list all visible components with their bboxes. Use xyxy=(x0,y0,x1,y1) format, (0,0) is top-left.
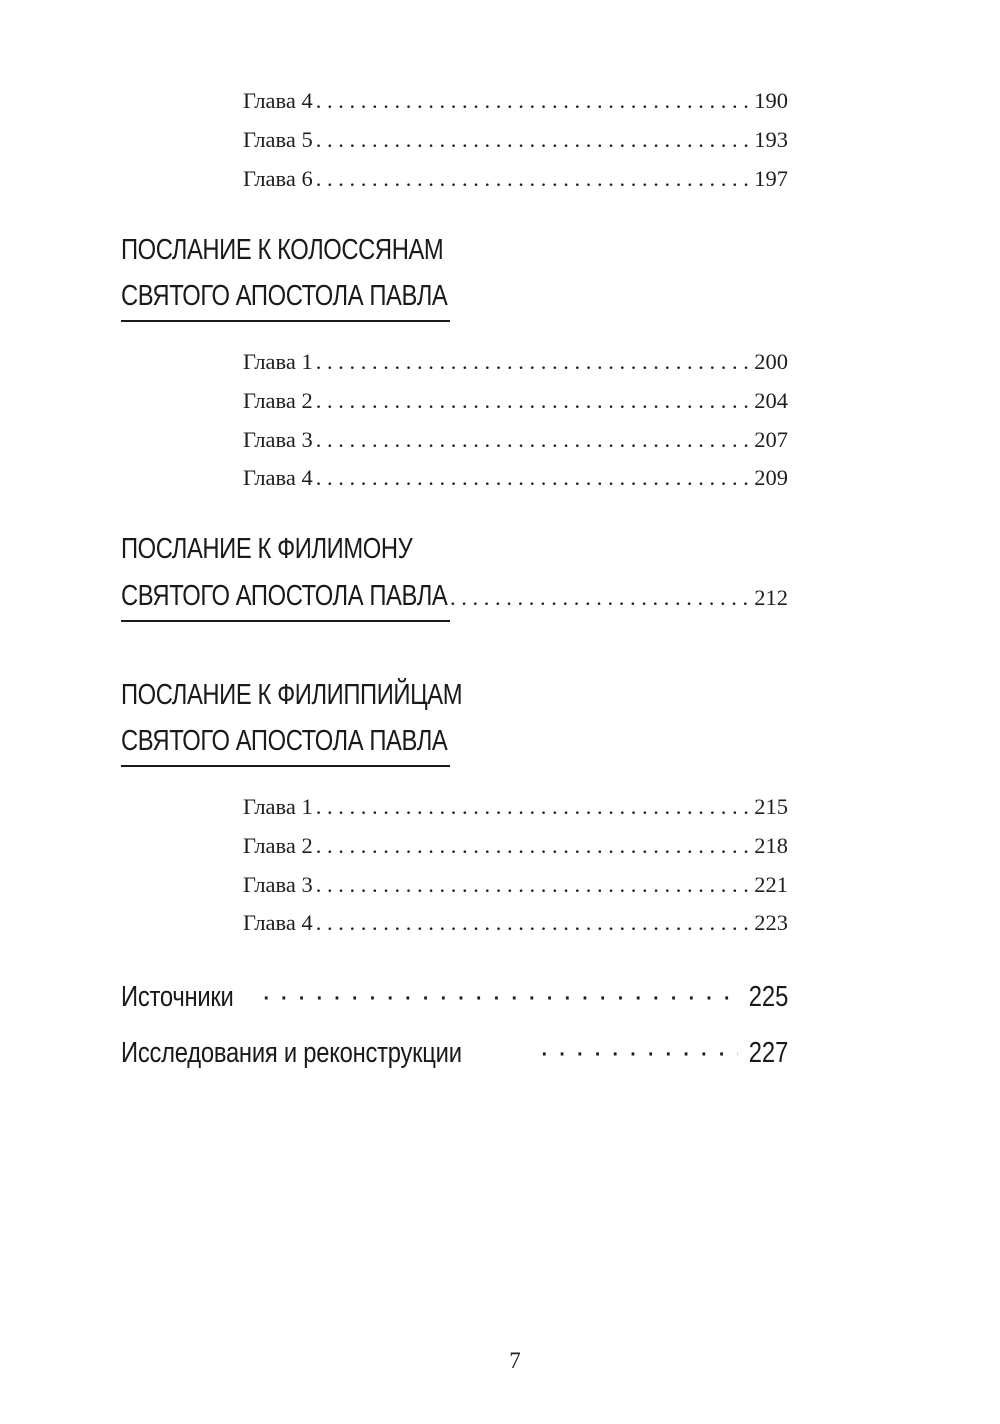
dot-leader xyxy=(540,1031,738,1075)
toc-chapter-entry[interactable] xyxy=(243,792,788,822)
section-heading-line1[interactable]: ПОСЛАНИЕ К КОЛОССЯНАМ xyxy=(121,234,444,266)
toc-chapter-entry[interactable] xyxy=(243,125,788,155)
chapter-label: Глава 3 xyxy=(243,872,313,897)
chapter-page-number: 215 xyxy=(754,794,788,819)
chapter-page-number: 190 xyxy=(754,88,788,113)
toc-chapter-entry[interactable] xyxy=(243,347,788,377)
toc-research-entry[interactable] xyxy=(121,1031,788,1075)
section-heading-line2[interactable]: СВЯТОГО АПОСТОЛА ПАВЛА xyxy=(121,280,448,312)
toc-chapter-entry[interactable] xyxy=(243,870,788,900)
dot-leader xyxy=(316,792,753,822)
toc-chapter-entry[interactable] xyxy=(243,831,788,861)
chapter-label: Глава 1 xyxy=(243,794,313,819)
toc-chapter-entry[interactable] xyxy=(243,908,788,938)
chapter-label: Глава 2 xyxy=(243,833,313,858)
dot-leader xyxy=(261,975,737,1019)
dot-leader xyxy=(316,870,753,900)
toc-chapter-entry[interactable] xyxy=(243,164,788,194)
dot-leader xyxy=(316,347,753,377)
chapter-page-number: 221 xyxy=(754,872,788,897)
toc-chapter-entry[interactable] xyxy=(243,425,788,455)
section-page-number: 212 xyxy=(754,585,788,610)
back-matter-page-number: 227 xyxy=(748,1037,788,1069)
dot-leader xyxy=(450,585,752,611)
back-matter-label: Источники xyxy=(121,981,234,1013)
dot-leader xyxy=(316,164,753,194)
page-number: 7 xyxy=(509,1348,521,1373)
dot-leader xyxy=(316,831,753,861)
chapter-page-number: 207 xyxy=(754,427,788,452)
section-heading-line1[interactable]: ПОСЛАНИЕ К ФИЛИППИЙЦАМ xyxy=(121,679,463,711)
chapter-label: Глава 5 xyxy=(243,127,313,152)
section-underline xyxy=(121,765,450,767)
chapter-page-number: 223 xyxy=(754,910,788,935)
chapter-label: Глава 1 xyxy=(243,349,313,374)
chapter-page-number: 197 xyxy=(754,166,788,191)
chapter-label: Глава 4 xyxy=(243,88,313,113)
section-heading-line2[interactable]: СВЯТОГО АПОСТОЛА ПАВЛА xyxy=(121,725,448,757)
chapter-label: Глава 3 xyxy=(243,427,313,452)
chapter-label: Глава 4 xyxy=(243,910,313,935)
dot-leader xyxy=(316,425,753,455)
dot-leader xyxy=(316,125,753,155)
chapter-label: Глава 6 xyxy=(243,166,313,191)
back-matter-page-number: 225 xyxy=(748,981,788,1013)
chapter-label: Глава 2 xyxy=(243,388,313,413)
section-heading-line2: СВЯТОГО АПОСТОЛА ПАВЛА xyxy=(121,580,448,612)
section-underline xyxy=(121,620,450,622)
section-heading-line1[interactable]: ПОСЛАНИЕ К ФИЛИМОНУ xyxy=(121,533,413,565)
toc-sources-entry[interactable] xyxy=(121,975,788,1019)
chapter-page-number: 200 xyxy=(754,349,788,374)
toc-chapter-entry[interactable] xyxy=(243,86,788,116)
chapter-page-number: 209 xyxy=(754,465,788,490)
back-matter-label: Исследования и реконструкции xyxy=(121,1037,462,1069)
toc-chapter-entry[interactable] xyxy=(243,386,788,416)
dot-leader xyxy=(316,386,753,416)
chapter-page-number: 204 xyxy=(754,388,788,413)
dot-leader xyxy=(316,908,753,938)
chapter-label: Глава 4 xyxy=(243,465,313,490)
dot-leader xyxy=(316,86,753,116)
section-heading-entry[interactable] xyxy=(121,574,788,618)
section-underline xyxy=(121,320,450,322)
toc-chapter-entry[interactable] xyxy=(243,463,788,493)
chapter-page-number: 218 xyxy=(754,833,788,858)
dot-leader xyxy=(316,463,753,493)
chapter-page-number: 193 xyxy=(754,127,788,152)
